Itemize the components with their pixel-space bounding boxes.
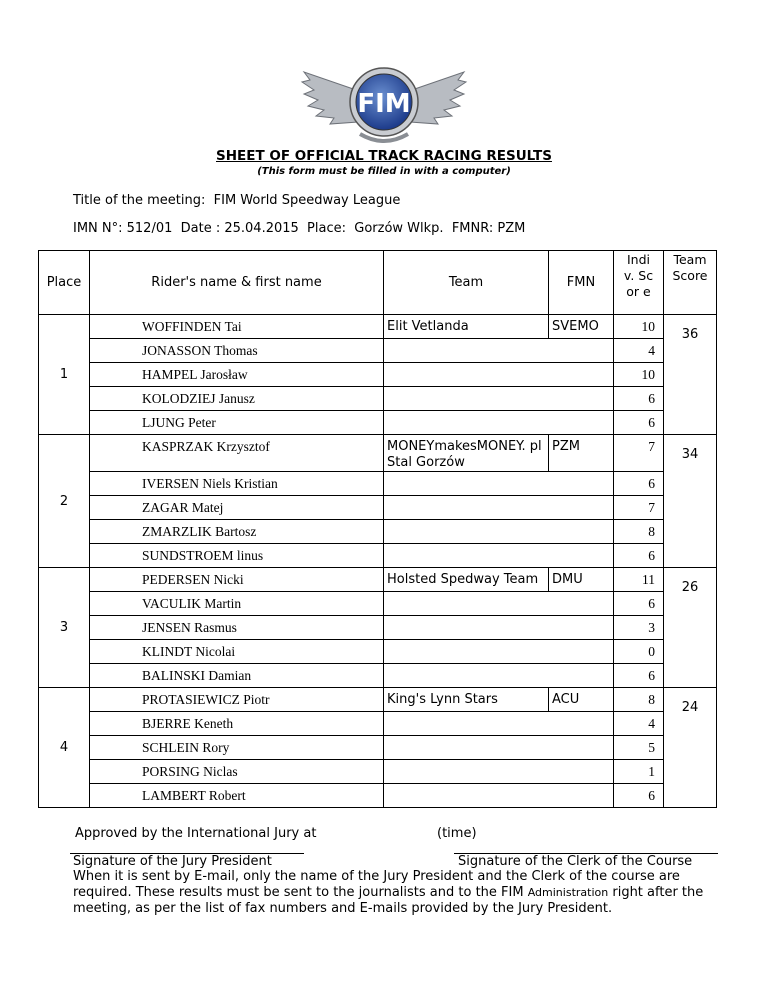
individual-score: 5 bbox=[614, 736, 664, 760]
individual-score: 1 bbox=[614, 760, 664, 784]
place-cell: 4 bbox=[39, 688, 90, 808]
team-name: Holsted Spedway Team bbox=[384, 568, 549, 592]
team-empty-cell bbox=[384, 544, 614, 568]
rider-name: KLINDT Nicolai bbox=[90, 640, 384, 664]
table-row bbox=[39, 568, 717, 592]
table-row bbox=[39, 784, 717, 808]
team-score: 36 bbox=[664, 315, 717, 435]
team-fmn: PZM bbox=[549, 435, 614, 472]
rider-name: KOLODZIEJ Janusz bbox=[90, 387, 384, 411]
table-row bbox=[39, 712, 717, 736]
individual-score: 8 bbox=[614, 688, 664, 712]
table-row bbox=[39, 736, 717, 760]
rider-name: BALINSKI Damian bbox=[90, 664, 384, 688]
table-row bbox=[39, 339, 717, 363]
rider-name: KASPRZAK Krzysztof bbox=[90, 435, 384, 472]
note-administration: Administration bbox=[527, 886, 609, 899]
header-indiv-score-text: Indi v. Scor e bbox=[623, 252, 654, 299]
place-cell: 1 bbox=[39, 315, 90, 435]
rider-name: JONASSON Thomas bbox=[90, 339, 384, 363]
table-row bbox=[39, 411, 717, 435]
team-fmn: DMU bbox=[549, 568, 614, 592]
clerk-signature-label: Signature of the Clerk of the Course bbox=[458, 854, 693, 869]
team-fmn: SVEMO bbox=[549, 315, 614, 339]
document-subtitle: (This form must be filled in with a computer) bbox=[257, 166, 511, 177]
individual-score: 11 bbox=[614, 568, 664, 592]
note-part-1: When it is sent by E-mail, only the name of the Jury President and the Clerk of the course are required. These results must be sent to the journalists and to the FIM bbox=[73, 869, 680, 900]
individual-score: 7 bbox=[614, 435, 664, 472]
rider-name: JENSEN Rasmus bbox=[90, 616, 384, 640]
rider-name: SUNDSTROEM linus bbox=[90, 544, 384, 568]
team-score: 34 bbox=[664, 435, 717, 568]
individual-score: 4 bbox=[614, 712, 664, 736]
header-indiv-score bbox=[614, 251, 664, 315]
header-rider: Rider's name & first name bbox=[90, 251, 384, 315]
individual-score: 6 bbox=[614, 387, 664, 411]
team-name: King's Lynn Stars bbox=[384, 688, 549, 712]
team-empty-cell bbox=[384, 640, 614, 664]
rider-name: SCHLEIN Rory bbox=[90, 736, 384, 760]
table-row bbox=[39, 664, 717, 688]
team-score: 24 bbox=[664, 688, 717, 808]
meeting-title-label: Title of the meeting: bbox=[73, 193, 206, 208]
individual-score: 10 bbox=[614, 363, 664, 387]
meeting-title-value: FIM World Speedway League bbox=[213, 193, 401, 208]
individual-score: 6 bbox=[614, 472, 664, 496]
meeting-title-line bbox=[73, 193, 400, 208]
header-team: Team bbox=[384, 251, 549, 315]
individual-score: 6 bbox=[614, 664, 664, 688]
team-empty-cell bbox=[384, 784, 614, 808]
submission-note bbox=[73, 869, 713, 917]
team-empty-cell bbox=[384, 712, 614, 736]
team-name: Elit Vetlanda bbox=[384, 315, 549, 339]
individual-score: 3 bbox=[614, 616, 664, 640]
team-empty-cell bbox=[384, 592, 614, 616]
rider-name: HAMPEL Jarosław bbox=[90, 363, 384, 387]
table-row bbox=[39, 520, 717, 544]
individual-score: 6 bbox=[614, 592, 664, 616]
rider-name: WOFFINDEN Tai bbox=[90, 315, 384, 339]
team-fmn: ACU bbox=[549, 688, 614, 712]
header-team-score-text: Team Score bbox=[672, 252, 708, 283]
rider-name: BJERRE Keneth bbox=[90, 712, 384, 736]
rider-name: PROTASIEWICZ Piotr bbox=[90, 688, 384, 712]
individual-score: 4 bbox=[614, 339, 664, 363]
rider-name: LAMBERT Robert bbox=[90, 784, 384, 808]
table-row bbox=[39, 592, 717, 616]
table-row bbox=[39, 472, 717, 496]
rider-name: ZAGAR Matej bbox=[90, 496, 384, 520]
time-label: (time) bbox=[437, 826, 477, 841]
team-empty-cell bbox=[384, 496, 614, 520]
approved-label: Approved by the International Jury at bbox=[75, 826, 317, 841]
individual-score: 0 bbox=[614, 640, 664, 664]
table-row bbox=[39, 544, 717, 568]
team-empty-cell bbox=[384, 760, 614, 784]
individual-score: 6 bbox=[614, 784, 664, 808]
team-score: 26 bbox=[664, 568, 717, 688]
place-cell: 3 bbox=[39, 568, 90, 688]
table-row bbox=[39, 387, 717, 411]
team-empty-cell bbox=[384, 736, 614, 760]
header-team-score bbox=[664, 251, 717, 315]
rider-name: PORSING Niclas bbox=[90, 760, 384, 784]
team-empty-cell bbox=[384, 363, 614, 387]
rider-name: VACULIK Martin bbox=[90, 592, 384, 616]
rider-name: ZMARZLIK Bartosz bbox=[90, 520, 384, 544]
table-row bbox=[39, 363, 717, 387]
individual-score: 7 bbox=[614, 496, 664, 520]
team-empty-cell bbox=[384, 664, 614, 688]
logo-text: FIM bbox=[357, 89, 411, 119]
individual-score: 6 bbox=[614, 411, 664, 435]
team-empty-cell bbox=[384, 472, 614, 496]
table-row bbox=[39, 640, 717, 664]
fim-logo bbox=[300, 62, 468, 150]
table-row bbox=[39, 616, 717, 640]
header-fmn: FMN bbox=[549, 251, 614, 315]
team-name: MONEYmakesMONEY. pl Stal Gorzów bbox=[384, 435, 549, 472]
table-row bbox=[39, 760, 717, 784]
results-table bbox=[38, 250, 717, 808]
individual-score: 8 bbox=[614, 520, 664, 544]
header-place: Place bbox=[39, 251, 90, 315]
team-empty-cell bbox=[384, 411, 614, 435]
rider-name: PEDERSEN Nicki bbox=[90, 568, 384, 592]
team-empty-cell bbox=[384, 339, 614, 363]
table-row bbox=[39, 688, 717, 712]
table-row bbox=[39, 315, 717, 339]
individual-score: 6 bbox=[614, 544, 664, 568]
table-row bbox=[39, 496, 717, 520]
meeting-details-line: IMN N°: 512/01 Date : 25.04.2015 Place: Gorzów Wlkp. FMNR: PZM bbox=[73, 221, 526, 236]
team-empty-cell bbox=[384, 520, 614, 544]
document-title: SHEET OF OFFICIAL TRACK RACING RESULTS bbox=[216, 148, 552, 164]
jury-president-signature-label: Signature of the Jury President bbox=[73, 854, 272, 869]
place-cell: 2 bbox=[39, 435, 90, 568]
rider-name: IVERSEN Niels Kristian bbox=[90, 472, 384, 496]
individual-score: 10 bbox=[614, 315, 664, 339]
rider-name: LJUNG Peter bbox=[90, 411, 384, 435]
team-empty-cell bbox=[384, 616, 614, 640]
table-row bbox=[39, 435, 717, 472]
note-part-2: right after the meeting, as per the list of fax numbers and E-mails provided by the Jury President. bbox=[73, 885, 704, 916]
team-empty-cell bbox=[384, 387, 614, 411]
